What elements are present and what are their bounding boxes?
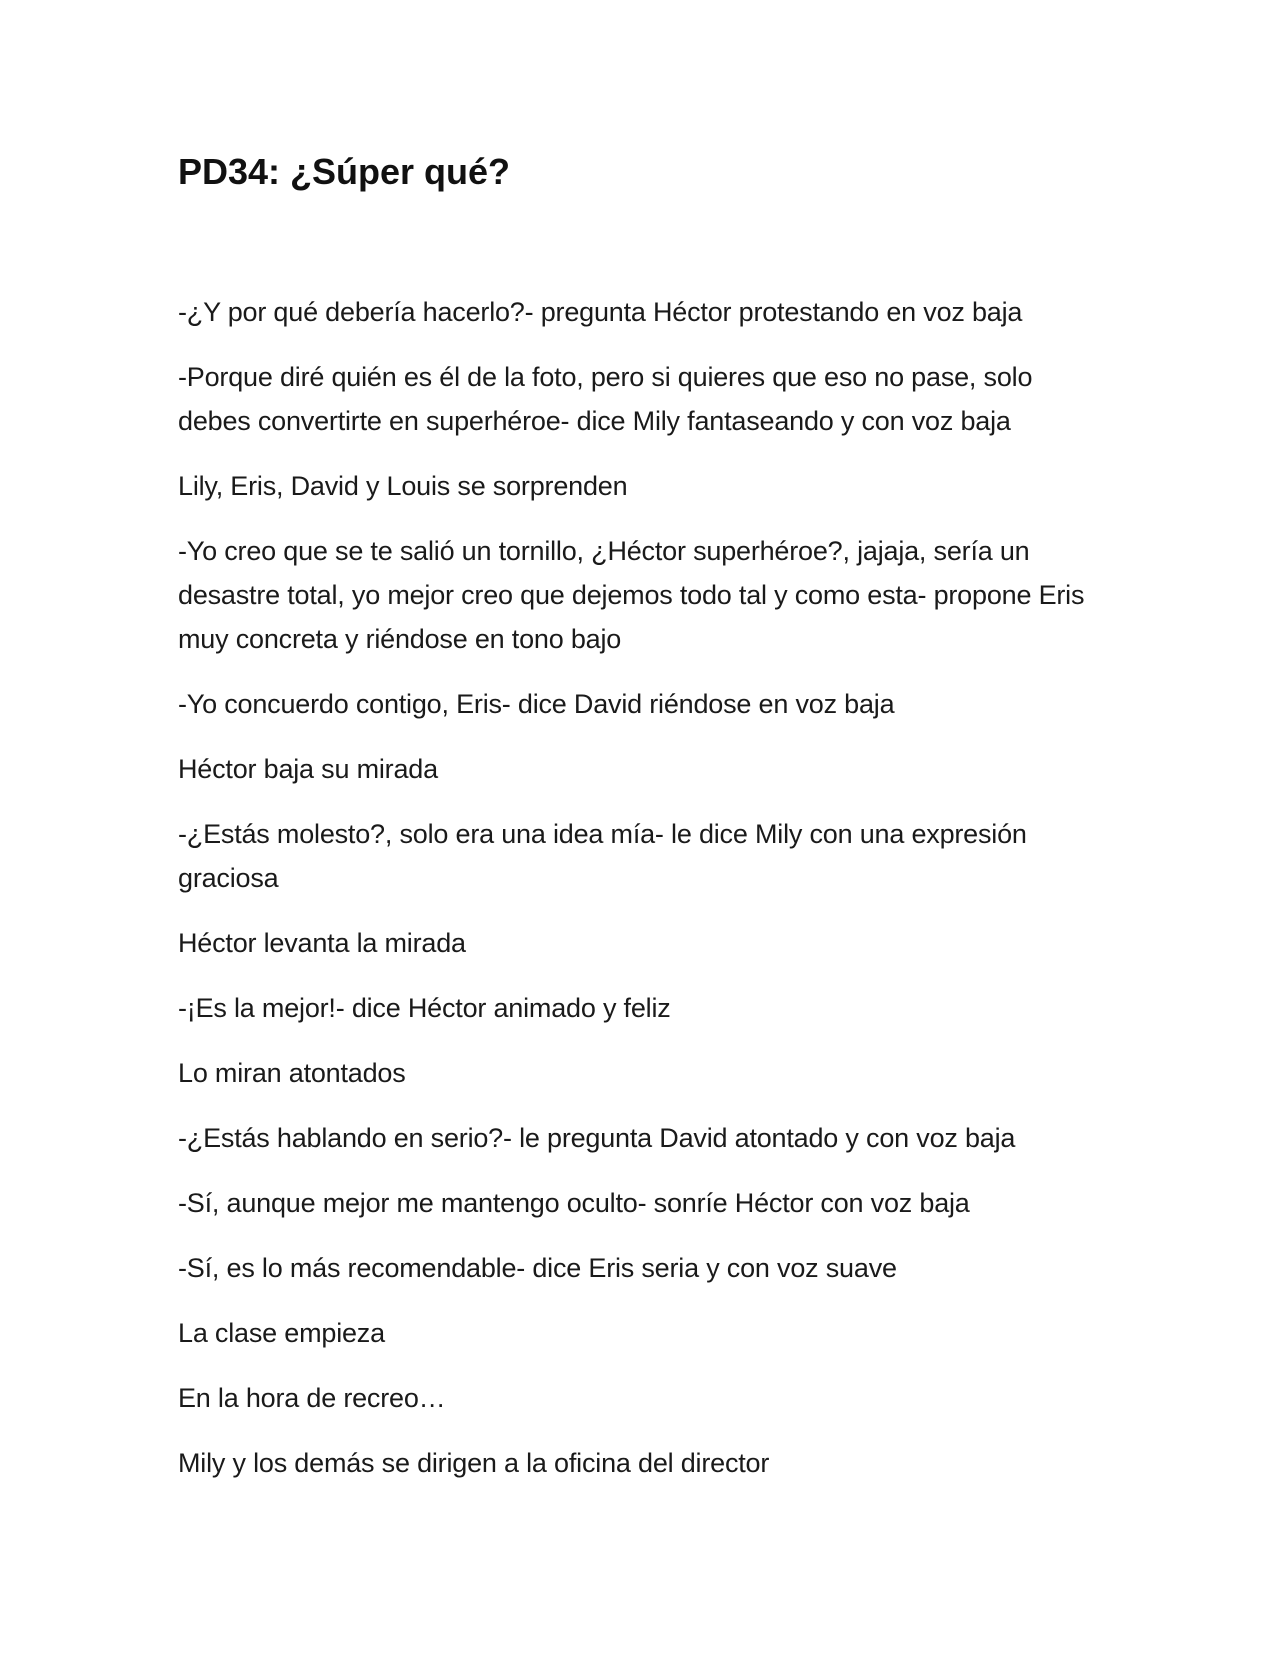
paragraph: -Sí, es lo más recomendable- dice Eris seria y con voz suave	[178, 1253, 897, 1283]
chapter-title: PD34: ¿Súper qué?	[178, 151, 511, 192]
paragraph: Mily y los demás se dirigen a la oficina del director	[178, 1448, 770, 1478]
paragraph: Lo miran atontados	[178, 1058, 406, 1088]
paragraph: -¿Y por qué debería hacerlo?- pregunta Héctor protestando en voz baja	[178, 297, 1023, 327]
paragraph: Héctor levanta la mirada	[178, 928, 466, 958]
paragraph: La clase empieza	[178, 1318, 385, 1348]
paragraph: -¿Estás hablando en serio?- le pregunta David atontado y con voz baja	[178, 1123, 1016, 1153]
paragraph: -Yo concuerdo contigo, Eris- dice David riéndose en voz baja	[178, 689, 895, 719]
paragraph: En la hora de recreo…	[178, 1383, 446, 1413]
paragraph: -Sí, aunque mejor me mantengo oculto- sonríe Héctor con voz baja	[178, 1188, 970, 1218]
paragraph: -Porque diré quién es él de la foto, pero si quieres que eso no pase, solo debes convertirte en superhéroe- dice Mily fantaseando y con voz baja	[178, 362, 1033, 436]
paragraph: -Yo creo que se te salió un tornillo, ¿Héctor superhéroe?, jajaja, sería un desastre total, yo mejor creo que dejemos todo tal y como esta- propone Eris muy concreta y riéndose en tono bajo	[178, 536, 1085, 654]
paragraph: -¿Estás molesto?, solo era una idea mía- le dice Mily con una expresión graciosa	[178, 819, 1027, 893]
document-body	[178, 290, 1108, 1506]
paragraph: Héctor baja su mirada	[178, 754, 438, 784]
paragraph: Lily, Eris, David y Louis se sorprenden	[178, 471, 628, 501]
paragraph: -¡Es la mejor!- dice Héctor animado y feliz	[178, 993, 671, 1023]
